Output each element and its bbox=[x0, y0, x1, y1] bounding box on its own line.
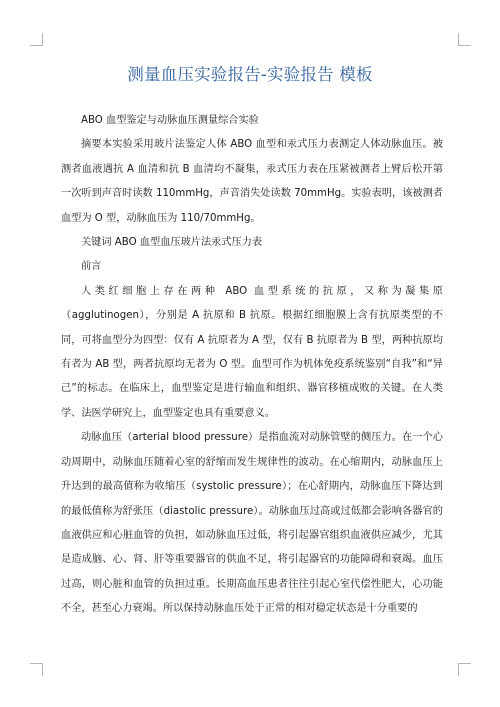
document-title: 测量血压实验报告-实验报告 模板 bbox=[127, 65, 373, 84]
subtitle-paragraph: ABO 血型鉴定与动脉血压测量综合实验 bbox=[81, 115, 259, 126]
keywords-paragraph: 关键词 ABO 血型血压玻片法汞式压力表 bbox=[81, 237, 263, 249]
blood-type-paragraph: 人类红细胞上存在两种 ABO 血型系统的抗原，又称为凝集原（agglutinogen），分别是 A 抗原和 B 抗原。根据红细胞膜上含有抗原类型的不同，可将血型分为四型：仅有 A 抗原者为 A 型，仅有 B 抗原者为 B 型，两种抗原均有者为 AB 型，两者抗原均无者为 O 型。血型可作为机体免疫系统鉴别“自我”和“异己”的标志。在临床上，血型鉴定是进行输血和组织、器官移植成败的关键。在人类学、法医学研究上，血型鉴定也具有重要意义。 bbox=[61, 285, 443, 419]
corner-mark-top-left bbox=[30, 33, 43, 46]
corner-mark-top-right bbox=[458, 33, 471, 46]
blood-pressure-paragraph: 动脉血压（arterial blood pressure）是指血流对动脉管壁的侧压力。在一个心动周期中，动脉血压随着心室的舒缩而发生规律性的波动。在心缩期内，动脉血压上升达到的最高值称为收缩压（systolic pressure）；在心舒期内，动脉血压下降达到的最低值称为舒张压（diastolic pressure）。动脉血压过高或过低都会影响各器官的血液供应和心脏血管的负担，如动脉血压过低，将引起器官组织血液供应减少，尤其是造成脑、心、肾、肝等重要器官的供血不足，将引起器官的功能障碍和衰竭。血压过高，则心脏和血管的负担过重。长期高血压患者往往引起心室代偿性肥大，心功能不全，甚至心力衰竭。所以保持动脉血压处于正常的相对稳定状态是十分重要的 bbox=[61, 432, 443, 615]
corner-mark-bottom-left bbox=[30, 663, 43, 676]
preface-heading: 前言 bbox=[81, 261, 102, 273]
document-body bbox=[61, 109, 443, 622]
corner-mark-bottom-right bbox=[458, 663, 471, 676]
abstract-paragraph: 摘要本实验采用玻片法鉴定人体 ABO 血型和汞式压力表测定人体动脉血压。被测者血液遇抗 A 血清和抗 B 血清均不凝集，汞式压力表在压紧被测者上臂后松开第一次听到声音时读数 110mmHg，声音消失处读数 70mmHg。实验表明，该被测者血型为 O 型，动脉血压为 110/70mmHg。 bbox=[61, 139, 443, 224]
